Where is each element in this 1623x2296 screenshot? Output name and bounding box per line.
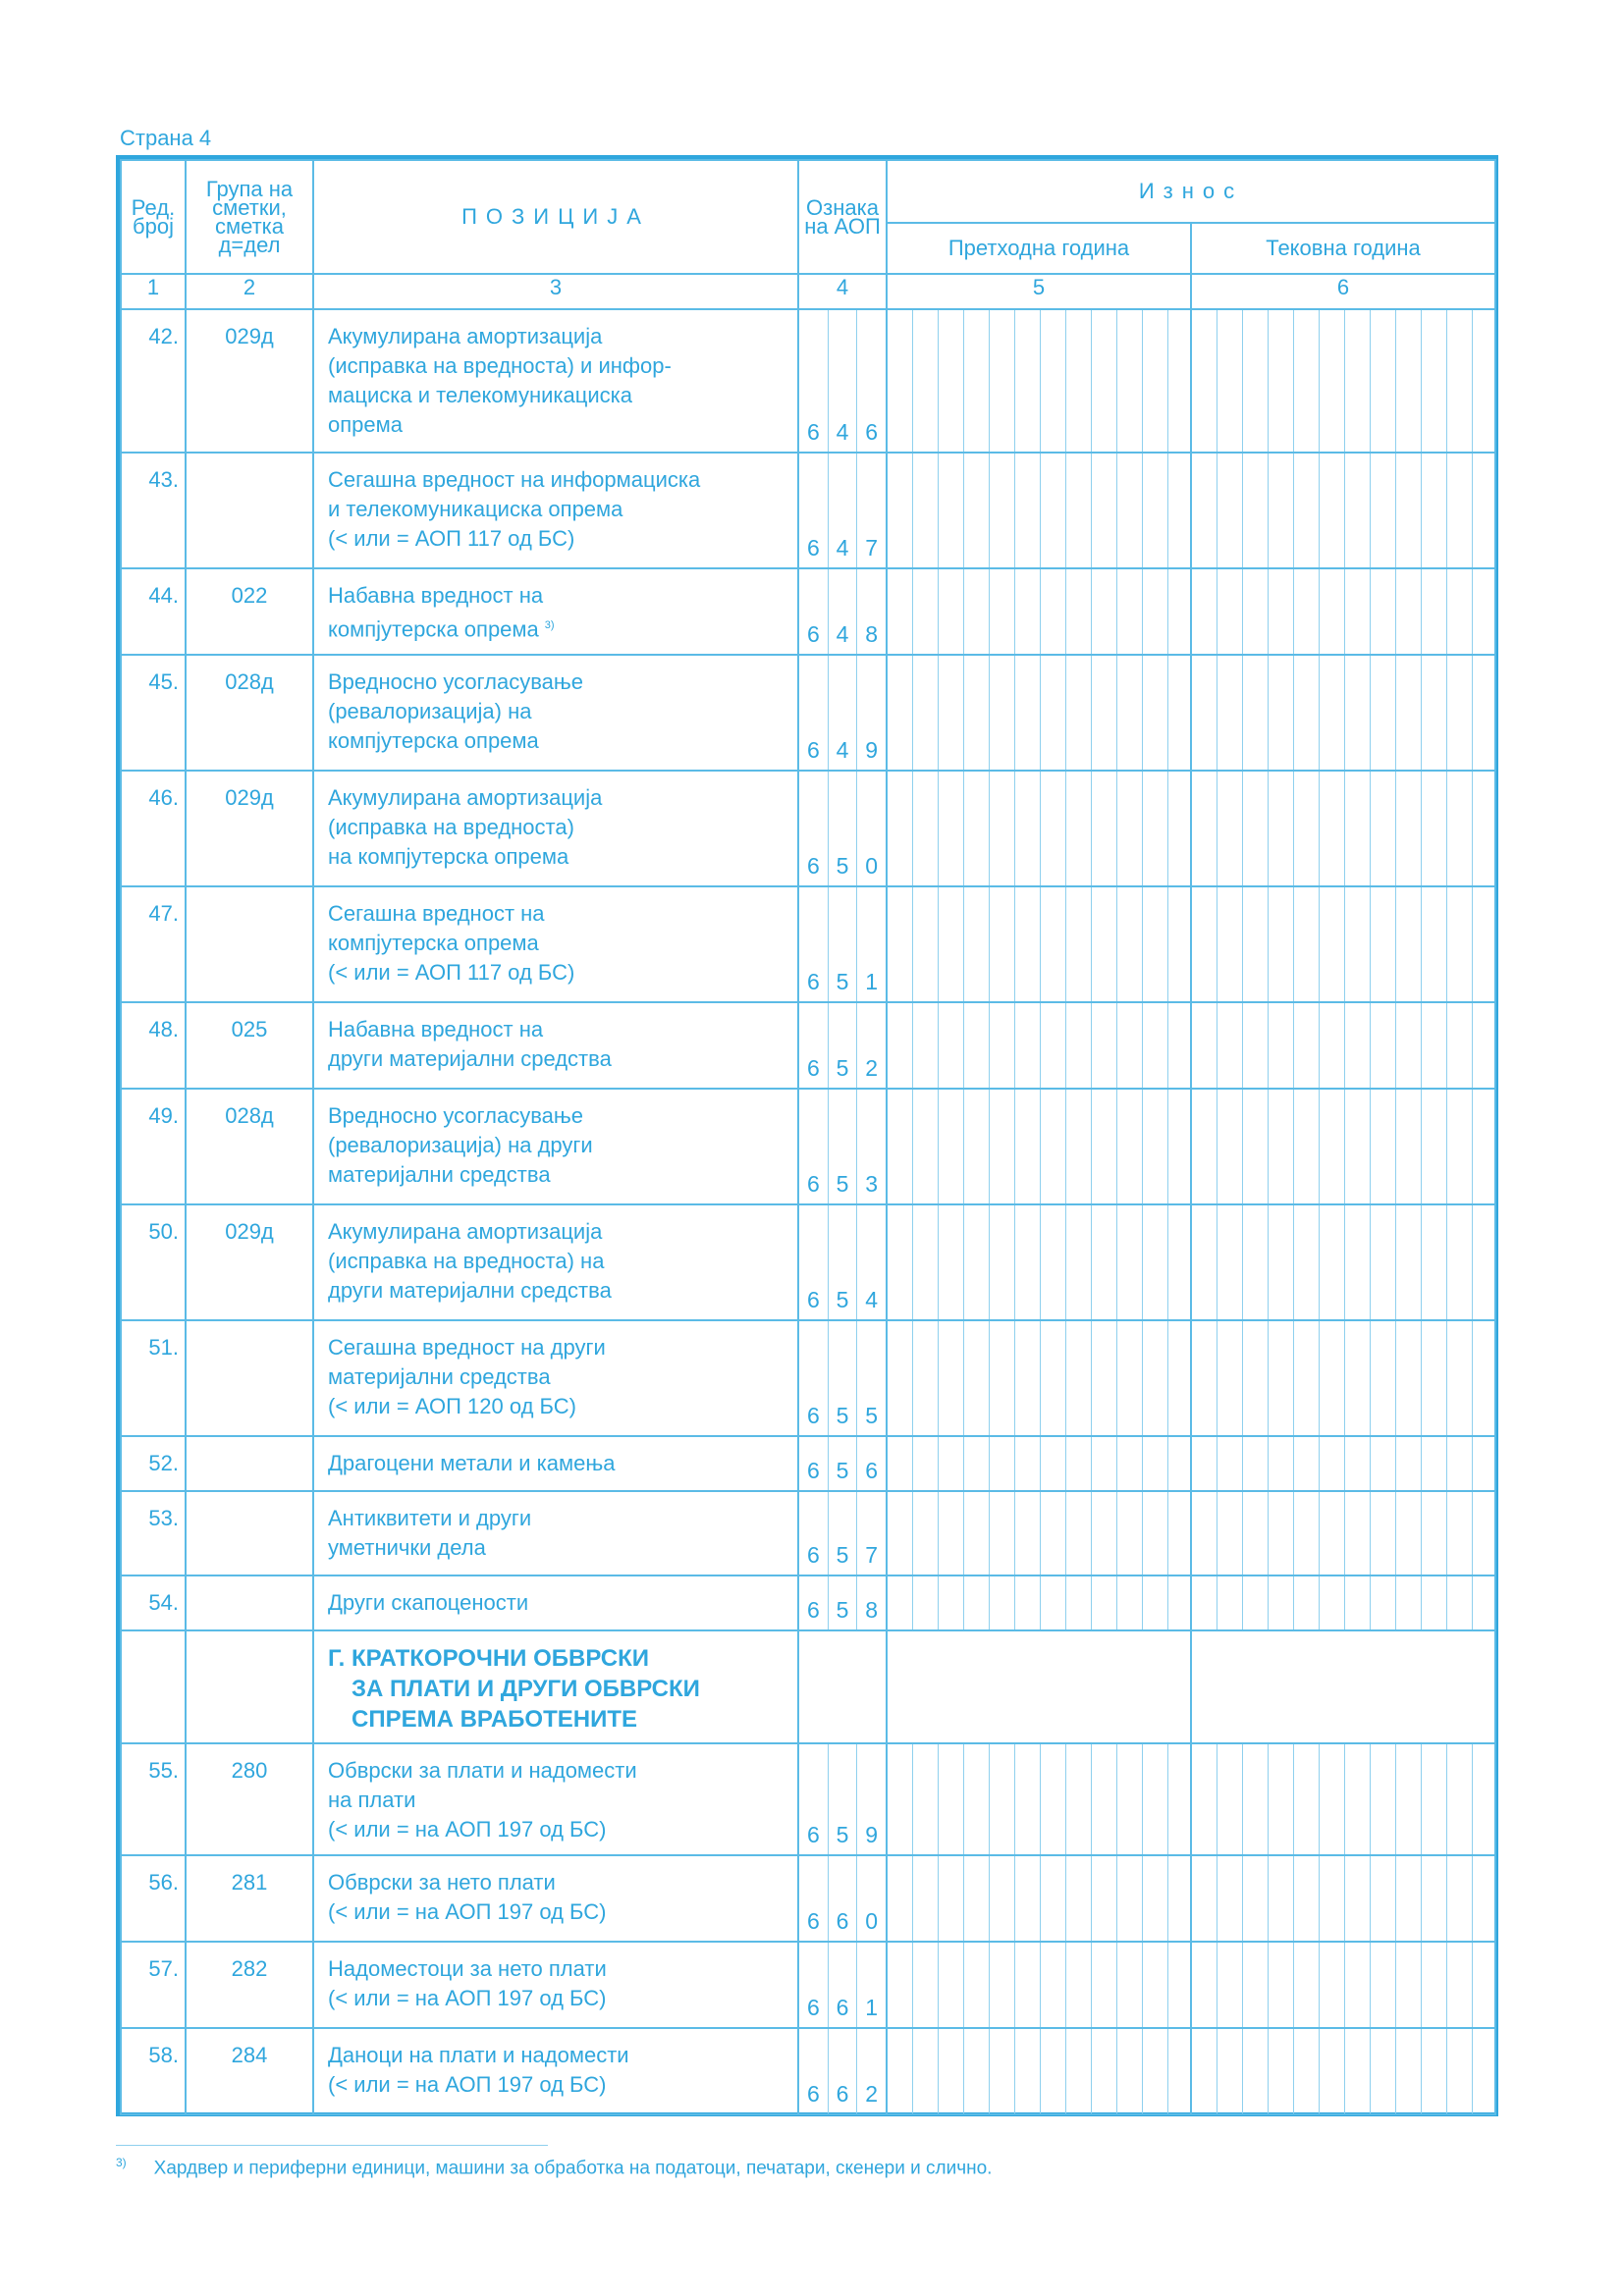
column-number: 4: [798, 274, 887, 309]
account-group: 028д: [186, 655, 313, 771]
aop-digits: [799, 569, 886, 654]
previous-year-amount-field[interactable]: [887, 2028, 1191, 2114]
aop-code: [798, 1575, 887, 1630]
position-line: други материјални средства: [328, 1046, 612, 1071]
aop-digit: 4: [829, 310, 858, 452]
row-number: 52.: [121, 1436, 186, 1491]
current-year-amount-field[interactable]: [1191, 568, 1495, 655]
current-year-amount-field[interactable]: [1191, 886, 1495, 1002]
aop-digit: 5: [829, 1492, 858, 1575]
position-line: (< или = на АОП 197 од БС): [328, 1817, 607, 1842]
account-group: [186, 886, 313, 1002]
aop-digit: 5: [829, 1744, 858, 1854]
previous-year-amount-field[interactable]: [887, 1436, 1191, 1491]
position-line: (исправка на вредноста): [328, 815, 574, 839]
aop-code: [798, 1204, 887, 1320]
position-line: Сегашна вредност на: [328, 901, 545, 926]
current-year-amount-field[interactable]: [1191, 1320, 1495, 1436]
table-row: [121, 1855, 1495, 1942]
aop-digits: [799, 1744, 886, 1854]
aop-code: [798, 309, 887, 453]
aop-digit: 0: [865, 1908, 879, 1934]
previous-year-amount-field[interactable]: [887, 1942, 1191, 2028]
position-line: опрема: [328, 412, 403, 437]
position-line: Сегашна вредност на информациска: [328, 467, 701, 492]
form-frame: [116, 155, 1498, 2116]
position-line: (< или = АОП 117 од БС): [328, 526, 575, 551]
aop-digits: [799, 310, 886, 452]
row-number: 47.: [121, 886, 186, 1002]
aop-code: [798, 2028, 887, 2114]
aop-digit: 5: [829, 1576, 858, 1629]
aop-digits: [799, 656, 886, 770]
position-line: компјутерска опрема: [328, 931, 539, 955]
aop-digit: 6: [799, 454, 829, 567]
section-row-number: [121, 1630, 186, 1743]
current-year-amount-field[interactable]: [1191, 655, 1495, 771]
row-number: 57.: [121, 1942, 186, 2028]
table-row: [121, 886, 1495, 1002]
table-row: [121, 1002, 1495, 1089]
current-year-amount-field[interactable]: [1191, 1204, 1495, 1320]
section-heading-line: ЗА ПЛАТИ И ДРУГИ ОБВРСКИ: [352, 1676, 700, 1702]
current-year-amount-field[interactable]: [1191, 309, 1495, 453]
column-number: 1: [121, 274, 186, 309]
position-label: [313, 1491, 798, 1575]
position-line: материјални средства: [328, 1162, 551, 1187]
aop-digits: [799, 2029, 886, 2113]
position-line: Набавна вредност на: [328, 583, 544, 608]
previous-year-amount-field[interactable]: [887, 1491, 1191, 1575]
current-year-amount-field[interactable]: [1191, 453, 1495, 568]
aop-digit: 6: [829, 2029, 858, 2113]
row-number: 42.: [121, 309, 186, 453]
position-line: компјутерска опрема: [328, 728, 539, 753]
aop-digit: 6: [799, 310, 829, 452]
position-label: [313, 453, 798, 568]
aop-digit: 5: [865, 1403, 879, 1428]
current-year-amount-field[interactable]: [1191, 771, 1495, 886]
aop-digit: 6: [865, 1458, 879, 1483]
aop-code: [798, 453, 887, 568]
previous-year-amount-field[interactable]: [887, 1743, 1191, 1855]
section-heading: [313, 1630, 798, 1743]
row-number: 45.: [121, 655, 186, 771]
aop-digit: 5: [829, 1205, 858, 1319]
footnote-text: Хардвер и периферни единици, машини за обработка на податоци, печатари, скенери и слично.: [153, 2158, 993, 2179]
table-row: [121, 309, 1495, 453]
position-line: други материјални средства: [328, 1278, 612, 1303]
account-group: [186, 1575, 313, 1630]
current-year-amount-field[interactable]: [1191, 1002, 1495, 1089]
table-row: [121, 771, 1495, 886]
table-row: [121, 1320, 1495, 1436]
header-aop: Ознака на АОП: [798, 160, 887, 274]
aop-digit: 6: [865, 419, 879, 445]
aop-code: [798, 1436, 887, 1491]
aop-digit: 8: [865, 621, 879, 647]
footnote-divider: [116, 2145, 548, 2146]
aop-digit: 5: [829, 1321, 858, 1435]
row-number: 53.: [121, 1491, 186, 1575]
aop-code: [798, 1002, 887, 1089]
aop-digits: [799, 1090, 886, 1203]
current-year-amount-field[interactable]: [1191, 2028, 1495, 2114]
aop-digit: 6: [799, 1321, 829, 1435]
aop-digit: 6: [799, 1943, 829, 2027]
aop-digit: 5: [829, 1090, 858, 1203]
aop-digit: 9: [865, 1822, 879, 1847]
position-line: Набавна вредност на: [328, 1017, 544, 1041]
aop-digits: [799, 1576, 886, 1629]
position-label: [313, 1942, 798, 2028]
aop-digit: 1: [865, 1995, 879, 2020]
account-group: 284: [186, 2028, 313, 2114]
account-group: 281: [186, 1855, 313, 1942]
account-group: [186, 1491, 313, 1575]
position-label: [313, 309, 798, 453]
column-number: 2: [186, 274, 313, 309]
aop-digit: 5: [829, 772, 858, 885]
aop-digits: [799, 454, 886, 567]
footnote-reference: 3): [544, 619, 555, 631]
aop-code: [798, 771, 887, 886]
aop-digit: 0: [865, 853, 879, 879]
row-number: 56.: [121, 1855, 186, 1942]
aop-code: [798, 1942, 887, 2028]
aop-digits: [799, 887, 886, 1001]
position-line: на компјутерска опрема: [328, 844, 569, 869]
table-row: [121, 1089, 1495, 1204]
aop-digits: [799, 1437, 886, 1490]
column-number: 5: [887, 274, 1191, 309]
position-label: [313, 1743, 798, 1855]
aop-code: [798, 1089, 887, 1204]
aop-digit: 4: [829, 656, 858, 770]
header-position: ПОЗИЦИЈА: [313, 160, 798, 274]
header-previous-year: Претходна година: [887, 223, 1191, 274]
section-heading-line: СПРЕМА ВРАБОТЕНИТЕ: [352, 1706, 637, 1733]
aop-digit: 6: [799, 1856, 829, 1941]
position-label: [313, 1002, 798, 1089]
current-year-amount-field[interactable]: [1191, 1436, 1495, 1491]
aop-digit: 6: [829, 1856, 858, 1941]
aop-digit: 9: [865, 737, 879, 763]
current-year-amount-field[interactable]: [1191, 1491, 1495, 1575]
position-label: [313, 1204, 798, 1320]
position-line: Други скапоцености: [328, 1590, 529, 1615]
position-line: Вредносно усогласување: [328, 1103, 584, 1128]
aop-digit: 6: [799, 656, 829, 770]
aop-digit: 6: [799, 887, 829, 1001]
position-line: мациска и телекомуникациска: [328, 383, 633, 407]
position-label: [313, 1855, 798, 1942]
aop-code: [798, 1320, 887, 1436]
position-line: Вредносно усогласување: [328, 669, 584, 694]
aop-code: [798, 1491, 887, 1575]
previous-year-amount-field[interactable]: [887, 886, 1191, 1002]
previous-year-amount-field[interactable]: [887, 309, 1191, 453]
aop-digits: [799, 1856, 886, 1941]
aop-digit: 2: [865, 2081, 879, 2107]
position-line: Драгоцени метали и камења: [328, 1451, 616, 1475]
row-number: 55.: [121, 1743, 186, 1855]
previous-year-amount-field[interactable]: [887, 1320, 1191, 1436]
position-label: [313, 655, 798, 771]
position-label: [313, 1320, 798, 1436]
aop-digits: [799, 1003, 886, 1088]
position-line: (ревалоризација) на други: [328, 1133, 593, 1157]
table-row: [121, 453, 1495, 568]
position-line: (исправка на вредноста) и инфор-: [328, 353, 672, 378]
section-aop: [798, 1630, 887, 1743]
previous-year-amount-field[interactable]: [887, 1002, 1191, 1089]
aop-digit: 5: [829, 1437, 858, 1490]
aop-code: [798, 1743, 887, 1855]
position-line: Обврски за плати и надомести: [328, 1758, 637, 1783]
position-line: и телекомуникациска опрема: [328, 497, 623, 521]
account-group: 025: [186, 1002, 313, 1089]
table-row: [121, 1436, 1495, 1491]
current-year-amount-field[interactable]: [1191, 1942, 1495, 2028]
aop-digit: 6: [799, 1090, 829, 1203]
aop-digit: 6: [799, 1205, 829, 1319]
position-line: (< или = на АОП 197 од БС): [328, 1986, 607, 2010]
aop-digit: 5: [829, 1003, 858, 1088]
position-line: Антиквитети и други: [328, 1506, 532, 1530]
aop-code: [798, 568, 887, 655]
account-group: 028д: [186, 1089, 313, 1204]
aop-digit: 6: [799, 1744, 829, 1854]
account-group: 029д: [186, 1204, 313, 1320]
aop-digit: 6: [829, 1943, 858, 2027]
position-line: на плати: [328, 1788, 416, 1812]
section-heading-line: Г. КРАТКОРОЧНИ ОБВРСКИ: [328, 1645, 649, 1672]
page-label: Страна 4: [120, 126, 212, 150]
footnote-marker: 3): [116, 2156, 127, 2169]
position-label: [313, 1089, 798, 1204]
aop-digit: 6: [799, 1492, 829, 1575]
account-group: 282: [186, 1942, 313, 2028]
row-number: 51.: [121, 1320, 186, 1436]
previous-year-amount-field[interactable]: [887, 568, 1191, 655]
row-number: 43.: [121, 453, 186, 568]
aop-digits: [799, 1492, 886, 1575]
current-year-amount-field[interactable]: [1191, 1089, 1495, 1204]
previous-year-amount-field[interactable]: [887, 655, 1191, 771]
aop-digit: 3: [865, 1171, 879, 1197]
current-year-amount-field[interactable]: [1191, 1575, 1495, 1630]
table-row: [121, 568, 1495, 655]
account-group: [186, 1320, 313, 1436]
aop-code: [798, 1855, 887, 1942]
position-line: Даноци на плати и надомести: [328, 2043, 629, 2067]
aop-digit: 6: [799, 1437, 829, 1490]
aop-digit: 4: [829, 569, 858, 654]
aop-digit: 6: [799, 569, 829, 654]
position-label: [313, 771, 798, 886]
account-group: 029д: [186, 771, 313, 886]
section-row: [121, 1630, 1495, 1743]
aop-digits: [799, 1321, 886, 1435]
table-row: [121, 1491, 1495, 1575]
aop-digit: 6: [799, 1576, 829, 1629]
form-table: [120, 159, 1496, 2115]
position-label: [313, 1575, 798, 1630]
position-line: (ревалоризација) на: [328, 699, 532, 723]
previous-year-amount-field[interactable]: [887, 771, 1191, 886]
aop-digits: [799, 1943, 886, 2027]
aop-code: [798, 886, 887, 1002]
row-number: 50.: [121, 1204, 186, 1320]
aop-digit: 4: [865, 1287, 879, 1312]
row-number: 44.: [121, 568, 186, 655]
aop-digit: 2: [865, 1055, 879, 1081]
row-number: 48.: [121, 1002, 186, 1089]
account-group: 280: [186, 1743, 313, 1855]
table-row: [121, 1575, 1495, 1630]
table-row: [121, 655, 1495, 771]
account-group: [186, 453, 313, 568]
current-year-amount-field[interactable]: [1191, 1855, 1495, 1942]
aop-digits: [799, 1205, 886, 1319]
previous-year-amount-field[interactable]: [887, 1089, 1191, 1204]
position-line-text: компјутерска опрема: [328, 616, 539, 642]
table-row: [121, 1204, 1495, 1320]
position-line: (исправка на вредноста) на: [328, 1249, 605, 1273]
position-line: материјални средства: [328, 1364, 551, 1389]
previous-year-amount-field[interactable]: [887, 1204, 1191, 1320]
position-line: уметнички дела: [328, 1535, 486, 1560]
position-label: [313, 886, 798, 1002]
position-label: [313, 1436, 798, 1491]
aop-digits: [799, 772, 886, 885]
position-line: Надоместоци за нето плати: [328, 1956, 607, 1981]
header-amount: Износ: [887, 160, 1495, 223]
previous-year-amount-field[interactable]: [887, 1855, 1191, 1942]
position-line: Акумулирана амортизација: [328, 785, 603, 810]
section-previous-year: [887, 1630, 1191, 1743]
position-line: Акумулирана амортизација: [328, 1219, 603, 1244]
section-current-year: [1191, 1630, 1495, 1743]
position-line: (< или = АОП 117 од БС): [328, 960, 575, 985]
aop-digit: 1: [865, 969, 879, 994]
column-number: 6: [1191, 274, 1495, 309]
row-number: 49.: [121, 1089, 186, 1204]
position-line: (< или = на АОП 197 од БС): [328, 2072, 607, 2097]
position-line: (< или = на АОП 197 од БС): [328, 1899, 607, 1924]
position-label: [313, 568, 798, 655]
header-row-number: Ред. број: [121, 160, 186, 274]
row-number: 46.: [121, 771, 186, 886]
header-account-group: Група на сметки, сметка д=дел: [186, 160, 313, 274]
footnote: [116, 2156, 992, 2179]
account-group: 029д: [186, 309, 313, 453]
aop-digit: 8: [865, 1597, 879, 1623]
aop-digit: 6: [799, 2029, 829, 2113]
previous-year-amount-field[interactable]: [887, 1575, 1191, 1630]
account-group: 022: [186, 568, 313, 655]
aop-digit: 4: [829, 454, 858, 567]
position-line: Сегашна вредност на други: [328, 1335, 606, 1360]
aop-digit: 6: [799, 772, 829, 885]
current-year-amount-field[interactable]: [1191, 1743, 1495, 1855]
row-number: 58.: [121, 2028, 186, 2114]
position-label: [313, 2028, 798, 2114]
aop-digit: 5: [829, 887, 858, 1001]
position-line: [328, 611, 787, 644]
table-row: [121, 2028, 1495, 2114]
column-number: 3: [313, 274, 798, 309]
aop-code: [798, 655, 887, 771]
previous-year-amount-field[interactable]: [887, 453, 1191, 568]
header-current-year: Тековна година: [1191, 223, 1495, 274]
aop-digit: 7: [865, 535, 879, 561]
position-line: Акумулирана амортизација: [328, 324, 603, 348]
account-group: [186, 1436, 313, 1491]
table-row: [121, 1743, 1495, 1855]
aop-digit: 7: [865, 1542, 879, 1568]
table-row: [121, 1942, 1495, 2028]
section-account-group: [186, 1630, 313, 1743]
position-line: (< или = АОП 120 од БС): [328, 1394, 576, 1418]
position-line: Обврски за нето плати: [328, 1870, 556, 1895]
aop-digit: 6: [799, 1003, 829, 1088]
row-number: 54.: [121, 1575, 186, 1630]
